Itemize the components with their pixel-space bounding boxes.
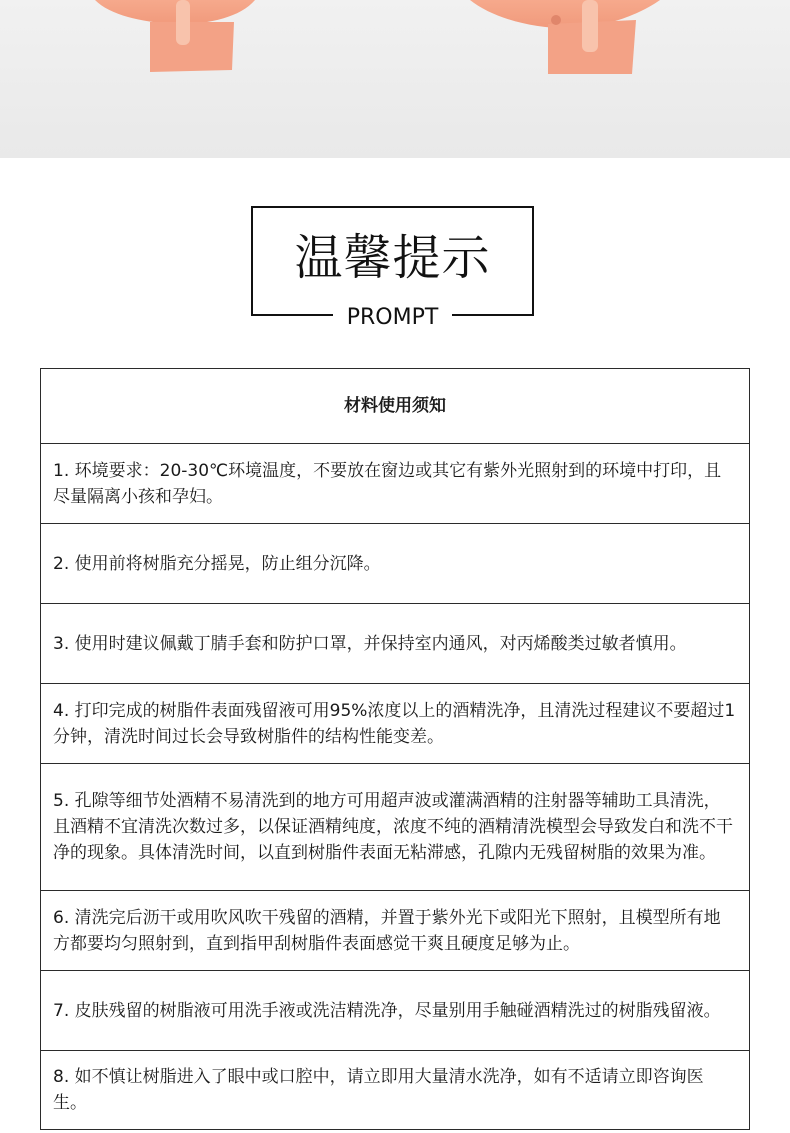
notice-item: 6. 清洗完后沥干或用吹风吹干残留的酒精，并置于紫外光下或阳光下照射，且模型所有地方都要均匀照射到，直到指甲刮树脂件表面感觉干爽且硬度足够为止。 [41, 891, 750, 971]
table-row [41, 971, 750, 1051]
table-row [41, 684, 750, 764]
notice-item: 1. 环境要求：20-30℃环境温度，不要放在窗边或其它有紫外光照射到的环境中打印，且尽量隔离小孩和孕妇。 [41, 444, 750, 524]
notice-table [40, 368, 750, 1130]
table-row [41, 524, 750, 604]
table-row [41, 891, 750, 971]
table-row [41, 764, 750, 891]
subtitle-wrap [253, 304, 532, 332]
notice-heading-row [41, 369, 750, 444]
notice-item: 2. 使用前将树脂充分摇晃，防止组分沉降。 [41, 524, 750, 604]
notice-item: 7. 皮肤残留的树脂液可用洗手液或洗洁精洗净，尽量别用手触碰酒精洗过的树脂残留液。 [41, 971, 750, 1051]
notice-item: 3. 使用时建议佩戴丁腈手套和防护口罩，并保持室内通风，对丙烯酸类过敏者慎用。 [41, 604, 750, 684]
page-title: 温馨提示 [294, 230, 491, 286]
notice-item: 5. 孔隙等细节处酒精不易清洗到的地方可用超声波或灌满酒精的注射器等辅助工具清洗，且酒精不宜清洗次数过多，以保证酒精纯度，浓度不纯的酒精清洗模型会导致发白和洗不干净的现象。具体清洗时间，以直到树脂件表面无粘滞感，孔隙内无残留树脂的效果为准。 [41, 764, 750, 891]
resin-model-image [0, 0, 790, 158]
notice-heading: 材料使用须知 [41, 369, 750, 444]
notice-item: 4. 打印完成的树脂件表面残留液可用95%浓度以上的酒精洗净，且清洗过程建议不要超过1分钟，清洗时间过长会导致树脂件的结构性能变差。 [41, 684, 750, 764]
notice-item: 8. 如不慎让树脂进入了眼中或口腔中，请立即用大量清水洗净，如有不适请立即咨询医生。 [41, 1051, 750, 1130]
product-photo [0, 0, 790, 158]
table-row [41, 1051, 750, 1130]
page-subtitle: PROMPT [333, 304, 453, 332]
prompt-title-box [251, 206, 534, 330]
table-row [41, 444, 750, 524]
table-row [41, 604, 750, 684]
